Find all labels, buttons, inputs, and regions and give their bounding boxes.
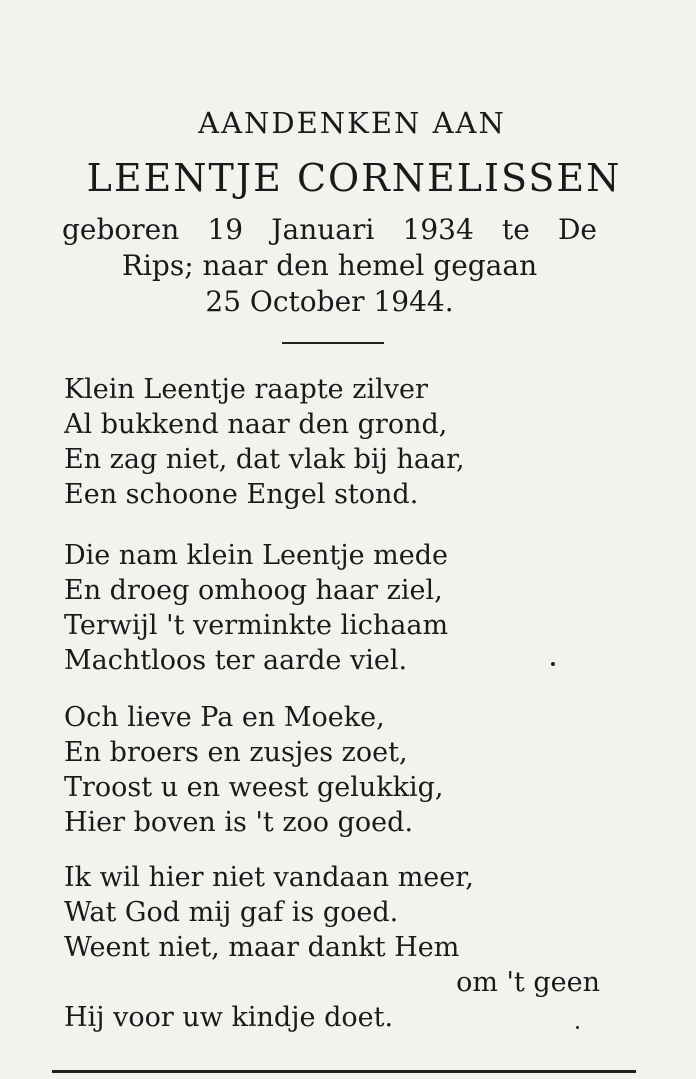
ink-speck [576,1026,579,1029]
poem-stanza [64,538,604,678]
poem-line: En zag niet, dat vlak bij haar, [64,444,465,475]
intro-heading: AANDENKEN AAN [198,106,506,140]
ink-speck [551,662,555,666]
bottom-border-line [52,1070,636,1073]
birth-line: Rips; naar den hemel gegaan [121,249,538,282]
birth-death-text [62,212,597,320]
poem-line: Klein Leentje raapte zilver [64,374,428,405]
deceased-name: LEENTJE CORNELISSEN [86,156,622,200]
poem-line: Ik wil hier niet vandaan meer, [64,862,474,893]
poem-line: Die nam klein Leentje mede [64,540,448,571]
poem-line: Weent niet, maar dankt Hem [64,932,460,963]
poem-line: Troost u en weest gelukkig, [64,772,444,803]
divider [282,342,384,344]
poem-stanza [64,700,604,840]
poem-stanza [64,372,604,512]
poem-stanza [64,860,604,1035]
poem-line: Al bukkend naar den grond, [64,409,448,440]
poem-line: En broers en zusjes zoet, [64,737,408,768]
poem-line: Och lieve Pa en Moeke, [64,702,385,733]
death-date-line: 25 October 1944. [205,285,454,318]
poem-line: Hier boven is 't zoo goed. [64,807,414,838]
poem-line: Wat God mij gaf is goed. [64,897,399,928]
poem-line: En droeg omhoog haar ziel, [64,575,443,606]
birth-line: geboren 19 Januari 1934 te De [62,213,597,246]
poem-line: Terwijl 't verminkte lichaam [64,610,449,641]
poem-line: Machtloos ter aarde viel. [64,645,408,676]
poem-line: Een schoone Engel stond. [64,479,419,510]
poem-line: Hij voor uw kindje doet. [64,1002,394,1033]
poem-line-continuation: om 't geen [456,967,600,998]
